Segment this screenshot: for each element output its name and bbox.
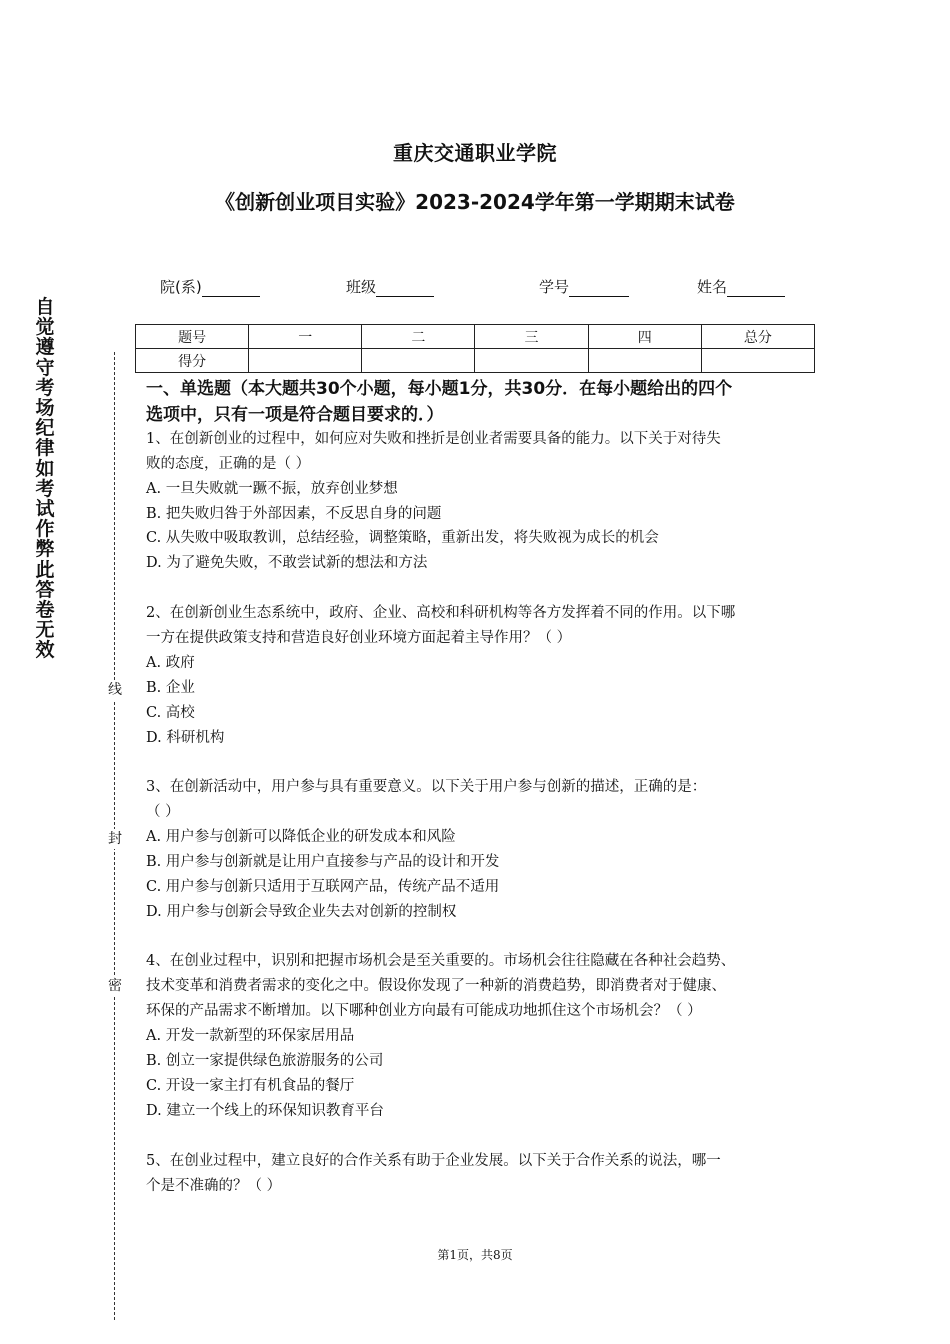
score-table-score-row — [136, 349, 815, 373]
question-3-text: 3、在创新活动中，用户参与具有重要意义。以下关于用户参与创新的描述，正确的是： — [146, 779, 707, 795]
question-4-text: 4、在创业过程中，识别和把握市场机会是至关重要的。市场机会往往隐藏在各种社会趋势、 — [146, 953, 736, 969]
score-table-header-row — [136, 325, 815, 349]
score-cell[interactable] — [701, 349, 814, 373]
page-number: 第1页，共8页 — [437, 1248, 513, 1262]
line-label: 线 — [108, 682, 122, 698]
option-a: A. 用户参与创新可以降低企业的研发成本和风险 — [146, 829, 456, 845]
question-2-text: 一方在提供政策支持和营造良好创业环境方面起着主导作用？（ ） — [146, 630, 572, 646]
dept-label: 院(系) — [160, 278, 202, 296]
score-table — [135, 324, 815, 373]
seal-label: 封 — [108, 831, 122, 847]
option-d: D. 为了避免失败，不敢尝试新的想法和方法 — [146, 555, 428, 571]
table-cell: 二 — [362, 325, 475, 349]
exam-title: 《创新创业项目实验》2023-2024学年第一学期期末试卷 — [215, 190, 735, 214]
table-cell: 四 — [588, 325, 701, 349]
question-1-text: 1、在创新创业的过程中，如何应对失败和挫折是创业者需要具备的能力。以下关于对待失 — [146, 431, 721, 447]
school-title: 重庆交通职业学院 — [393, 141, 557, 165]
option-c: C. 从失败中吸取教训，总结经验，调整策略，重新出发，将失败视为成长的机会 — [146, 530, 659, 546]
table-cell: 三 — [475, 325, 588, 349]
score-cell[interactable] — [588, 349, 701, 373]
option-d: D. 建立一个线上的环保知识教育平台 — [146, 1103, 384, 1119]
class-blank[interactable] — [376, 280, 434, 297]
table-cell: 题号 — [136, 325, 249, 349]
option-c: C. 开设一家主打有机食品的餐厅 — [146, 1078, 355, 1094]
question-1-text: 败的态度，正确的是（ ） — [146, 456, 311, 472]
question-5-text: 个是不准确的？（ ） — [146, 1178, 282, 1194]
name-field — [697, 276, 785, 297]
student-id-blank[interactable] — [569, 280, 629, 297]
question-5-text: 5、在创业过程中，建立良好的合作关系有助于企业发展。以下关于合作关系的说法，哪一 — [146, 1153, 721, 1169]
option-a: A. 开发一款新型的环保家居用品 — [146, 1028, 355, 1044]
exam-discipline-warning: 自觉遵守考场纪律如考试作弊此答卷无效 — [35, 296, 55, 662]
score-cell[interactable] — [362, 349, 475, 373]
name-blank[interactable] — [727, 280, 785, 297]
section-heading — [146, 376, 816, 428]
question-3-text: （ ） — [146, 804, 180, 820]
question-2-text: 2、在创新创业生态系统中，政府、企业、高校和科研机构等各方发挥着不同的作用。以下哪 — [146, 605, 736, 621]
option-c: C. 高校 — [146, 705, 195, 721]
section-heading-line: 一、单选题（本大题共30个小题，每小题1分，共30分．在每小题给出的四个 — [146, 379, 733, 399]
option-b: B. 用户参与创新就是让用户直接参与产品的设计和开发 — [146, 854, 500, 870]
question-4-text: 环保的产品需求不断增加。以下哪种创业方向最有可能成功地抓住这个市场机会？（ ） — [146, 1003, 702, 1019]
option-b: B. 创立一家提供绿色旅游服务的公司 — [146, 1053, 384, 1069]
name-label: 姓名 — [697, 278, 728, 296]
student-info-row — [160, 276, 800, 300]
option-d: D. 科研机构 — [146, 730, 225, 746]
student-id-field — [539, 276, 629, 297]
table-cell: 总分 — [701, 325, 814, 349]
table-cell: 得分 — [136, 349, 249, 373]
table-cell: 一 — [249, 325, 362, 349]
option-c: C. 用户参与创新只适用于互联网产品，传统产品不适用 — [146, 879, 500, 895]
class-label: 班级 — [346, 278, 377, 296]
option-d: D. 用户参与创新会导致企业失去对创新的控制权 — [146, 904, 457, 920]
score-cell[interactable] — [249, 349, 362, 373]
question-4-text: 技术变革和消费者需求的变化之中。假设你发现了一种新的消费趋势，即消费者对于健康、 — [146, 978, 726, 994]
dept-field — [160, 276, 260, 297]
option-a: A. 政府 — [146, 655, 195, 671]
score-cell[interactable] — [475, 349, 588, 373]
student-id-label: 学号 — [539, 278, 570, 296]
option-b: B. 把失败归咎于外部因素，不反思自身的问题 — [146, 506, 442, 522]
secret-label: 密 — [108, 978, 122, 994]
section-heading-line: 选项中，只有一项是符合题目要求的．） — [146, 405, 444, 425]
dept-blank[interactable] — [202, 280, 260, 297]
option-b: B. 企业 — [146, 680, 195, 696]
option-a: A. 一旦失败就一蹶不振，放弃创业梦想 — [146, 481, 398, 497]
class-field — [346, 276, 434, 297]
